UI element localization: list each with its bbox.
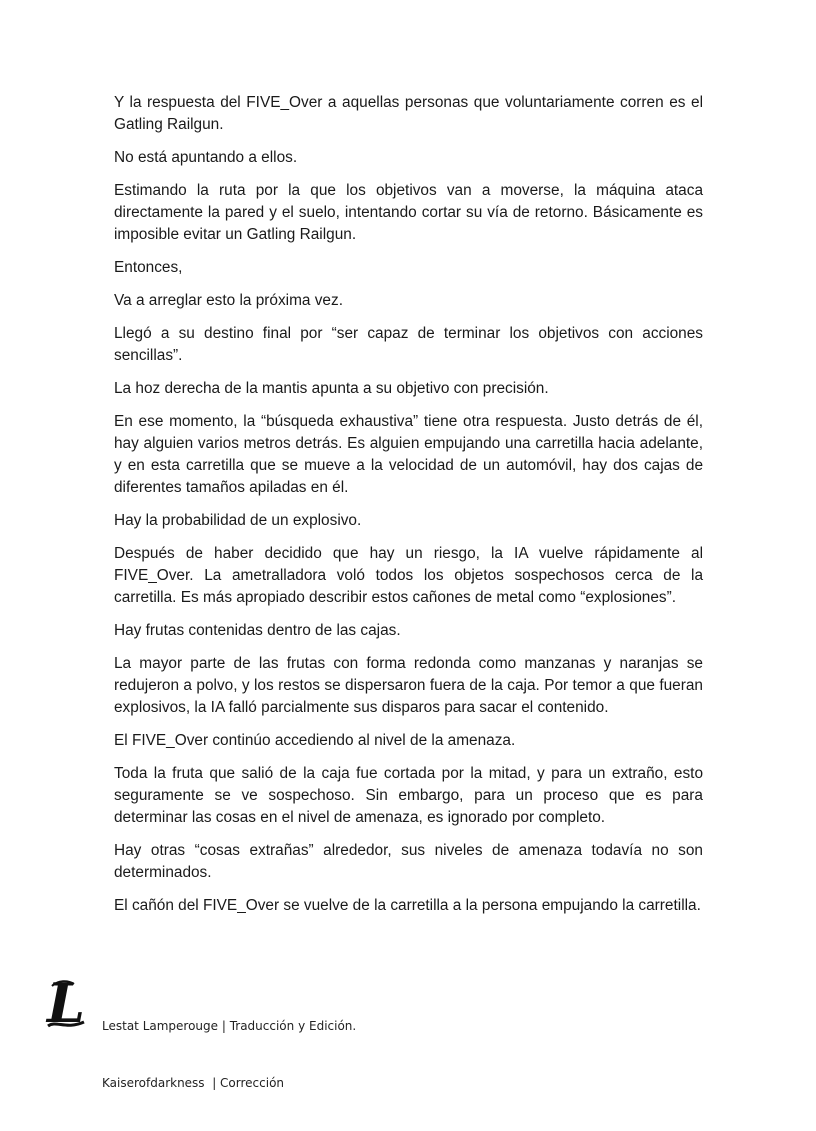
paragraph: Entonces, [114,259,183,276]
paragraph: Estimando la ruta por la que los objetivos van a moverse, la máquina ataca directamente la pared y el suelo, intentando cortar su vía de retorno. Básicamente es imposible evitar un Gatling Railgun. [114,182,703,243]
credits [102,979,356,1131]
document-body [114,92,703,928]
credit-line-correction: Kaiserofdarkness | Corrección [102,1076,285,1090]
paragraph: En ese momento, la “búsqueda exhaustiva” tiene otra respuesta. Justo detrás de él, hay alguien varios metros detrás. Es alguien empujando una carretilla hacia adelante, y en esta carretilla que se mueve a la velocidad de un automóvil, hay dos cajas de diferentes tamaños apiladas en él. [114,413,703,496]
paragraph: No está apuntando a ellos. [114,149,298,166]
paragraph: Hay frutas contenidas dentro de las cajas. [114,622,401,639]
paragraph: El FIVE_Over continúo accediendo al nivel de la amenaza. [114,732,516,749]
paragraph: Toda la fruta que salió de la caja fue cortada por la mitad, y para un extraño, esto seguramente se ve sospechoso. Sin embargo, para un proceso que es para determinar las cosas en el nivel de amenaza, es ignorado por completo. [114,765,703,826]
logo-letter: L [47,976,85,1030]
gothic-l-logo-icon [44,976,88,1030]
paragraph: Llegó a su destino final por “ser capaz de terminar los objetivos con acciones sencillas”. [114,325,703,364]
paragraph: Hay otras “cosas extrañas” alrededor, sus niveles de amenaza todavía no son determinados. [114,842,703,881]
paragraph: Va a arreglar esto la próxima vez. [114,292,343,309]
paragraph: Hay la probabilidad de un explosivo. [114,512,362,529]
paragraph: Y la respuesta del FIVE_Over a aquellas personas que voluntariamente corren es el Gatling Railgun. [114,94,703,133]
paragraph: Después de haber decidido que hay un riesgo, la IA vuelve rápidamente al FIVE_Over. La ametralladora voló todos los objetos sospechosos cerca de la carretilla. Es más apropiado describir estos cañones de metal como “explosiones”. [114,545,703,606]
paragraph: El cañón del FIVE_Over se vuelve de la carretilla a la persona empujando la carretilla. [114,897,701,914]
footer [44,976,444,1090]
credit-line-translation: Lestat Lamperouge | Traducción y Edición. [102,1019,357,1033]
paragraph: La mayor parte de las frutas con forma redonda como manzanas y naranjas se redujeron a polvo, y los restos se dispersaron fuera de la caja. Por temor a que fueran explosivos, la IA falló parcialmente sus disparos para sacar el contenido. [114,655,703,716]
paragraph: La hoz derecha de la mantis apunta a su objetivo con precisión. [114,380,549,397]
